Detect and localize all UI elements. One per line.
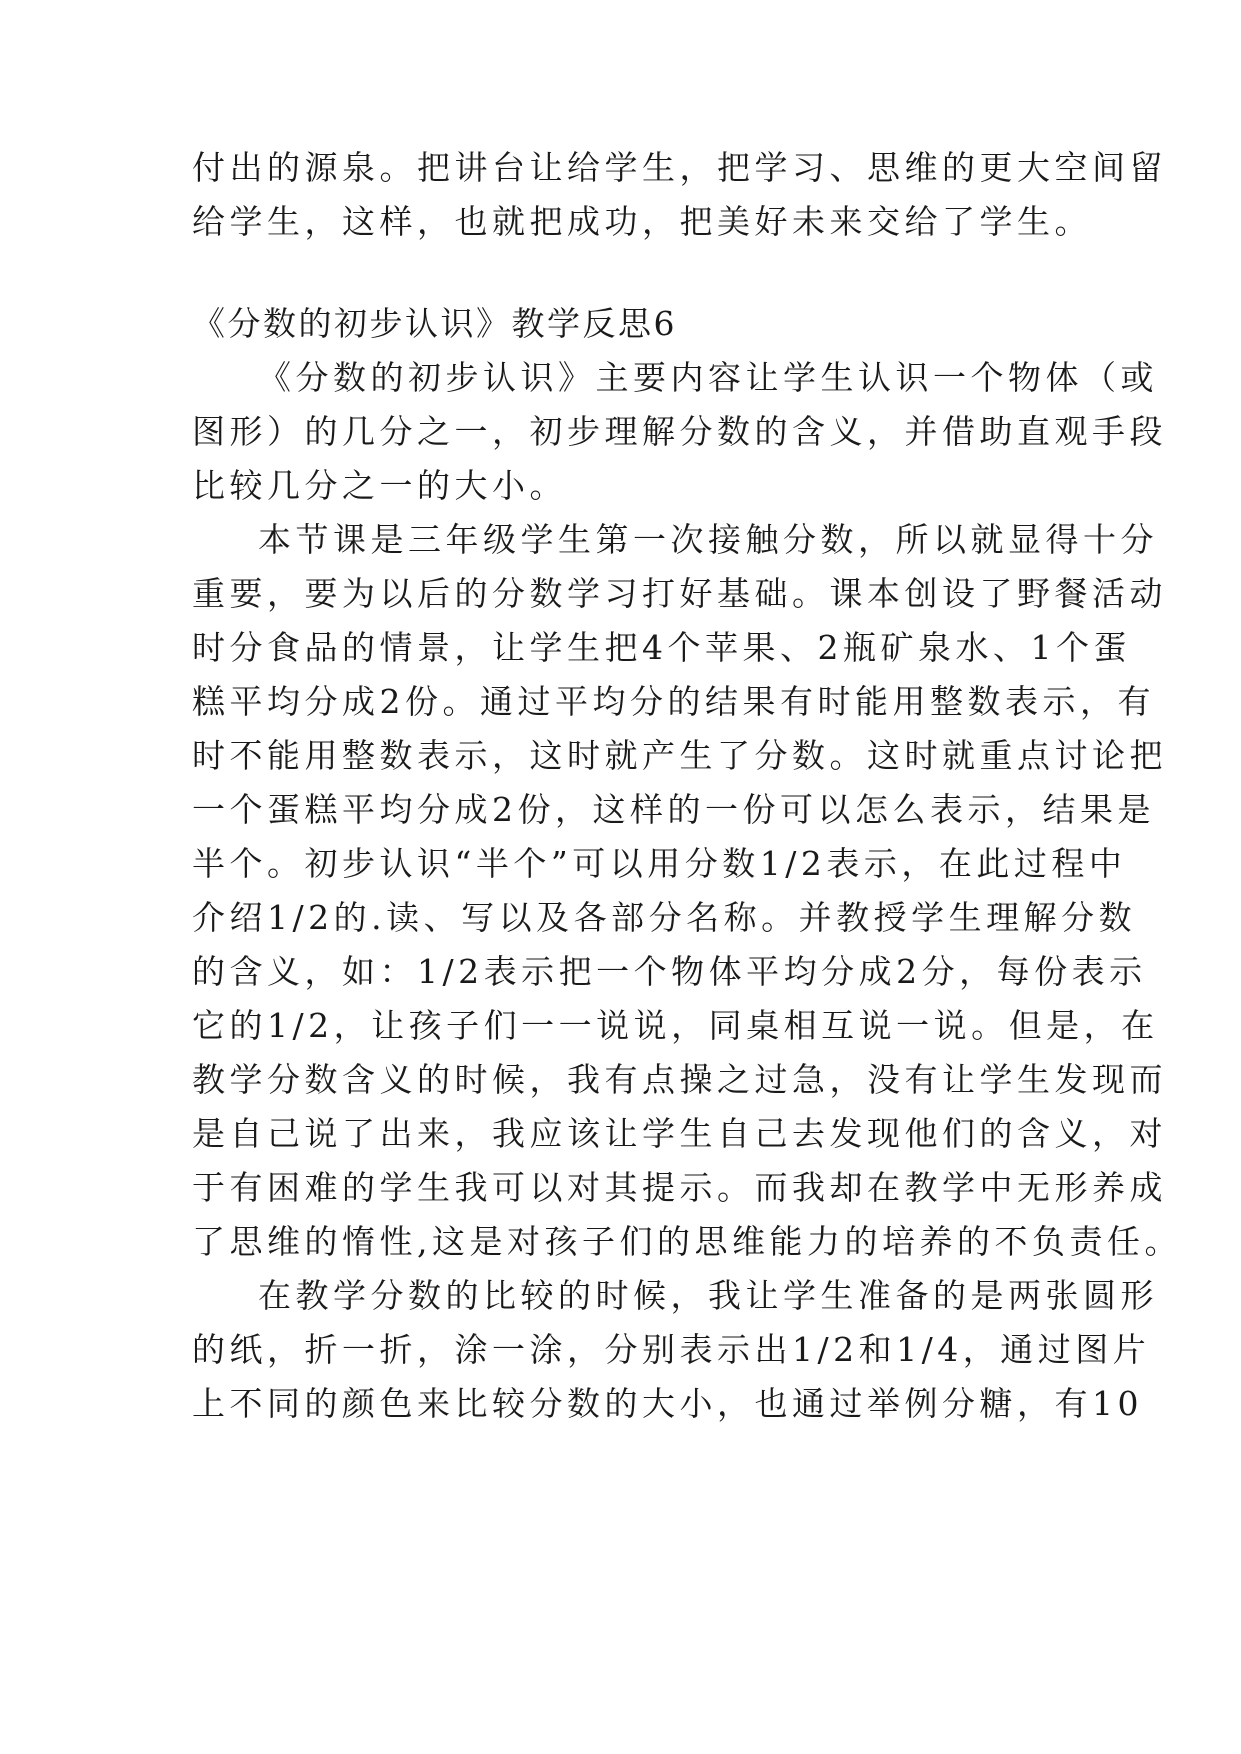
- paragraph2-line-6: 一个蛋糕平均分成2份，这样的一份可以怎么表示，结果是: [192, 790, 1155, 829]
- paragraph2-line-11: 教学分数含义的时候，我有点操之过急，没有让学生发现而: [192, 1060, 1167, 1099]
- paragraph3-line-1: 在教学分数的比较的时候，我让学生准备的是两张圆形: [258, 1276, 1158, 1315]
- paragraph1-line-2: 图形）的几分之一，初步理解分数的含义，并借助直观手段: [192, 412, 1167, 451]
- intro-line-1: 付出的源泉。把讲台让给学生，把学习、思维的更大空间留: [192, 148, 1167, 187]
- paragraph2-line-13: 于有困难的学生我可以对其提示。而我却在教学中无形养成: [192, 1168, 1167, 1207]
- paragraph2-line-9: 的含义，如：1/2表示把一个物体平均分成2分，每份表示: [192, 952, 1147, 991]
- paragraph2-line-14: 了思维的惰性,这是对孩子们的思维能力的培养的不负责任。: [192, 1222, 1182, 1261]
- section-title: 《分数的初步认识》教学反思6: [192, 304, 677, 343]
- paragraph2-line-2: 重要，要为以后的分数学习打好基础。课本创设了野餐活动: [192, 574, 1167, 613]
- paragraph2-line-7: 半个。初步认识“半个”可以用分数1/2表示，在此过程中: [192, 844, 1127, 883]
- paragraph2-line-12: 是自己说了出来，我应该让学生自己去发现他们的含义，对: [192, 1114, 1167, 1153]
- paragraph1-line-1: 《分数的初步认识》主要内容让学生认识一个物体（或: [258, 358, 1158, 397]
- paragraph2-line-1: 本节课是三年级学生第一次接触分数，所以就显得十分: [258, 520, 1158, 559]
- paragraph2-line-8: 介绍1/2的.读、写以及各部分名称。并教授学生理解分数: [192, 898, 1137, 937]
- paragraph2-line-3: 时分食品的情景，让学生把4个苹果、2瓶矿泉水、1个蛋: [192, 628, 1131, 667]
- intro-line-2: 给学生，这样，也就把成功，把美好未来交给了学生。: [192, 202, 1092, 241]
- paragraph1-line-3: 比较几分之一的大小。: [192, 466, 567, 505]
- paragraph2-line-5: 时不能用整数表示，这时就产生了分数。这时就重点讨论把: [192, 736, 1167, 775]
- paragraph3-line-3: 上不同的颜色来比较分数的大小，也通过举例分糖，有10: [192, 1384, 1143, 1423]
- paragraph3-line-2: 的纸，折一折，涂一涂，分别表示出1/2和1/4，通过图片: [192, 1330, 1151, 1369]
- paragraph2-line-4: 糕平均分成2份。通过平均分的结果有时能用整数表示，有: [192, 682, 1155, 721]
- paragraph2-line-10: 它的1/2，让孩子们一一说说，同桌相互说一说。但是，在: [192, 1006, 1159, 1045]
